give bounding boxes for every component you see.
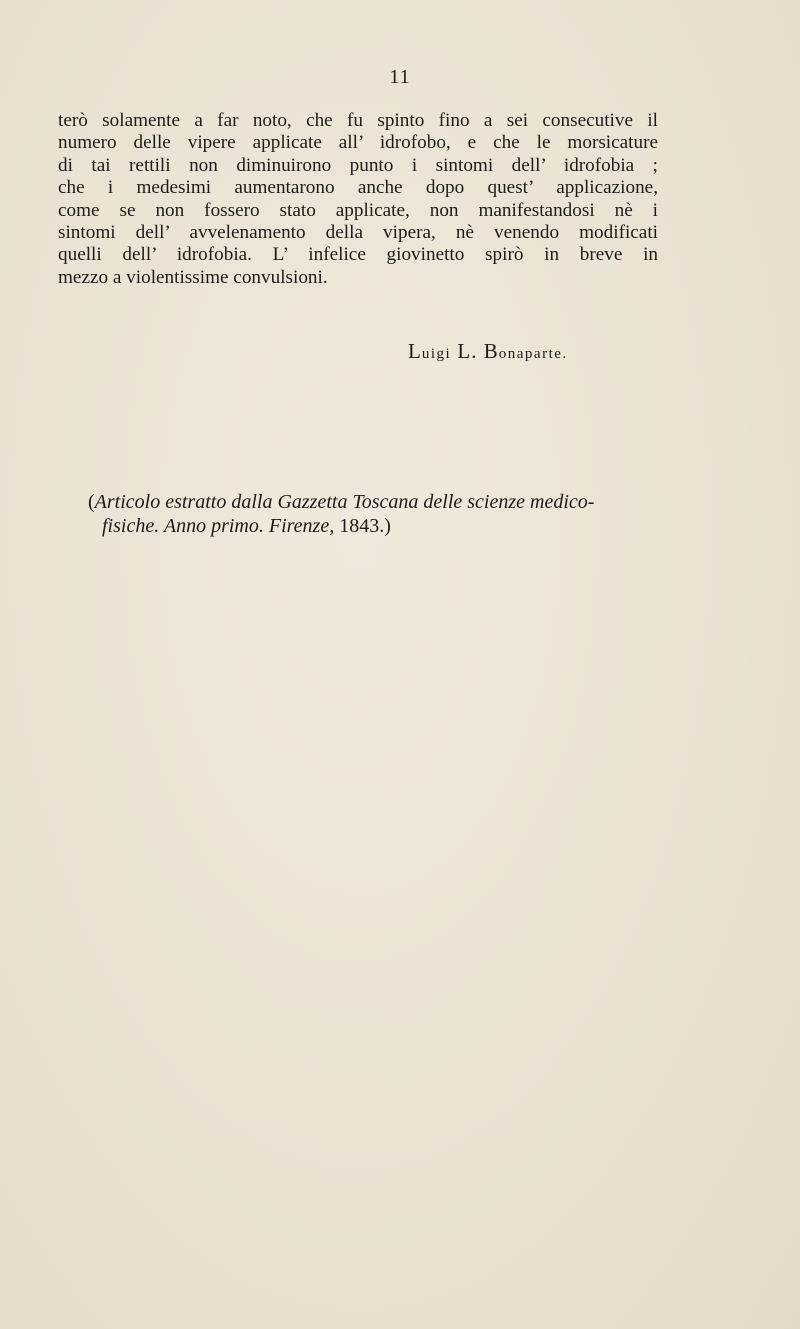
signature-last-initial: B: [483, 339, 499, 363]
signature-first-rest: uigi: [421, 346, 452, 362]
citation-line-1: [88, 490, 648, 514]
body-line: terò solamente a far noto, che fu spinto fino a sei consecutive il: [58, 110, 658, 131]
body-line: numero delle vipere applicate all’ idrofobo, e che le morsicature: [58, 132, 658, 154]
body-line: quelli dell’ idrofobia. L’ infelice giovinetto spirò in breve in: [58, 244, 658, 266]
signature-last-rest: onaparte.: [498, 346, 568, 362]
body-line: come se non fossero stato applicate, non manifestandosi nè i: [58, 199, 658, 221]
body-line: che i medesimi aumentarono anche dopo quest’ applicazione,: [58, 177, 658, 199]
citation-open-paren: (: [88, 491, 95, 513]
author-signature: [408, 339, 568, 364]
citation-year: 1843.): [334, 515, 391, 537]
page-number: 11: [389, 66, 411, 88]
body-line: mezzo a violentissime convulsioni.: [58, 266, 328, 288]
citation-line-2: [88, 514, 648, 538]
body-paragraph: [58, 110, 658, 289]
signature-middle: L.: [457, 339, 478, 363]
body-line: sintomi dell’ avvelenamento della vipera, nè venendo modificati: [58, 222, 658, 244]
body-line: di tai rettili non diminuirono punto i sintomi dell’ idrofobia ;: [58, 154, 658, 176]
citation-line-1-text: Articolo estratto dalla Gazzetta Toscana delle scienze medico-: [94, 491, 595, 513]
citation-line-2-text: fisiche. Anno primo. Firenze,: [102, 515, 335, 537]
source-citation: [88, 490, 648, 538]
signature-first-initial: L: [408, 339, 422, 363]
